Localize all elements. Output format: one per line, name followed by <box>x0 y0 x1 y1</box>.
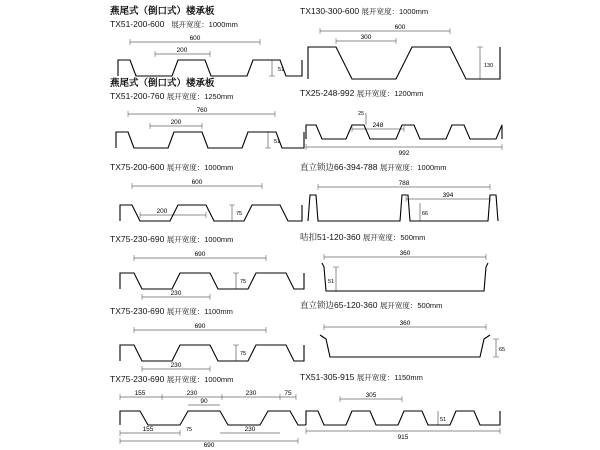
dim-230-top-a: 230 <box>186 390 198 397</box>
dim-600-top: 600 <box>189 35 201 42</box>
dim-155-bottom: 155 <box>142 426 154 433</box>
model-label-r3: 直立锁边66-394-788 <box>300 162 378 172</box>
spread-label-4: 展开宽度：1000mm <box>166 235 234 244</box>
dim-230-bottom: 230 <box>244 426 256 433</box>
model-label-r2: TX25-248-992 <box>300 88 355 98</box>
spread-label-6: 展开宽度：1000mm <box>166 375 234 384</box>
dim-75-3: 75 <box>236 211 243 217</box>
dim-992: 992 <box>398 150 410 157</box>
dim-200: 200 <box>176 47 188 54</box>
dim-230-top-b: 230 <box>245 390 257 397</box>
spread-label-r2: 展开宽度：1200mm <box>356 89 424 98</box>
dim-155-top: 155 <box>134 390 146 397</box>
dim-915: 915 <box>397 434 409 441</box>
spread-label-5: 展开宽度：1100mm <box>166 307 233 316</box>
dim-300-r1: 300 <box>360 34 372 41</box>
profile-block-zl65-120-360 <box>300 300 588 367</box>
dim-66: 66 <box>422 211 429 217</box>
dim-65: 65 <box>499 347 506 353</box>
model-label-r5: 直立锁边65-120-360 <box>300 300 378 310</box>
dim-25: 25 <box>358 111 365 117</box>
dim-51: 51 <box>278 67 285 73</box>
heading-dovetail-1: 燕尾式（倒口式）楼承板 <box>110 6 215 17</box>
heading-dovetail-2: 燕尾式（倒口式）楼承板 <box>110 78 215 89</box>
dim-230-4: 230 <box>170 290 182 297</box>
dim-305: 305 <box>365 392 377 399</box>
right-column <box>300 0 588 450</box>
model-label-2: TX51-200-760 <box>110 91 165 101</box>
dim-75-4: 75 <box>240 279 247 285</box>
dim-690-total: 690 <box>203 442 215 449</box>
spread-label-r5: 展开宽度：500mm <box>379 301 443 310</box>
profile-block-tx51-305-915 <box>300 372 588 441</box>
dim-130: 130 <box>484 63 494 69</box>
spread-label-r3: 展开宽度：1000mm <box>379 163 447 172</box>
spread-label-r6: 展开宽度：1150mm <box>356 373 423 382</box>
profile-block-zl66-394-788 <box>300 162 588 229</box>
model-label-4: TX75-230-690 <box>110 234 165 244</box>
dim-51-r4: 51 <box>328 279 335 285</box>
model-label-3: TX75-200-600 <box>110 162 165 172</box>
dim-230-5: 230 <box>170 362 182 369</box>
dim-75-bottom: 75 <box>186 427 193 433</box>
dim-51-r6: 51 <box>440 417 447 423</box>
spread-label-r1: 展开宽度：1000mm <box>361 7 429 16</box>
dim-248: 248 <box>372 122 384 129</box>
dim-51-b: 51 <box>274 139 281 145</box>
model-label-6: TX75-230-690 <box>110 374 165 384</box>
spread-label-r4: 展开宽度：500mm <box>362 233 426 242</box>
dim-600-3: 600 <box>191 179 203 186</box>
dim-90: 90 <box>200 398 208 405</box>
model-label-r1: TX130-300-600 <box>300 6 360 16</box>
dim-360-r5: 360 <box>399 320 411 327</box>
spread-label-3: 展开宽度：1000mm <box>166 163 234 172</box>
profile-block-hk51-120-360 <box>300 232 588 301</box>
dim-200-b: 200 <box>170 119 182 126</box>
figure-tx130-300-600 <box>300 17 588 89</box>
spread-label-2: 展开宽度：1250mm <box>166 92 234 101</box>
dim-360-r4: 360 <box>399 250 411 257</box>
figure-hk51-120-360 <box>300 243 588 301</box>
dim-788: 788 <box>398 180 410 187</box>
dim-75-5: 75 <box>240 351 247 357</box>
figure-tx51-305-915 <box>300 383 588 441</box>
model-label-r6: TX51-305-915 <box>300 372 355 382</box>
figure-zl65-120-360 <box>300 311 588 367</box>
dim-75-top: 75 <box>284 390 292 397</box>
figure-zl66-394-788 <box>300 173 588 229</box>
figure-tx25-248-992 <box>300 99 588 157</box>
model-label-5: TX75-230-690 <box>110 306 165 316</box>
profile-block-tx130-300-600 <box>300 6 588 89</box>
spread-label-1: 展开宽度：1000mm <box>171 20 238 29</box>
dim-690-4: 690 <box>194 251 206 258</box>
dim-690-5: 690 <box>194 323 206 330</box>
profile-block-tx25-248-992 <box>300 88 588 157</box>
model-label-r4: 咭扣51-120-360 <box>300 232 361 242</box>
dim-200-3: 200 <box>156 208 168 215</box>
dim-600-r1: 600 <box>394 24 406 31</box>
dim-394: 394 <box>442 192 454 199</box>
dim-760: 760 <box>196 107 208 114</box>
model-label-1: TX51-200-600 <box>110 19 165 29</box>
